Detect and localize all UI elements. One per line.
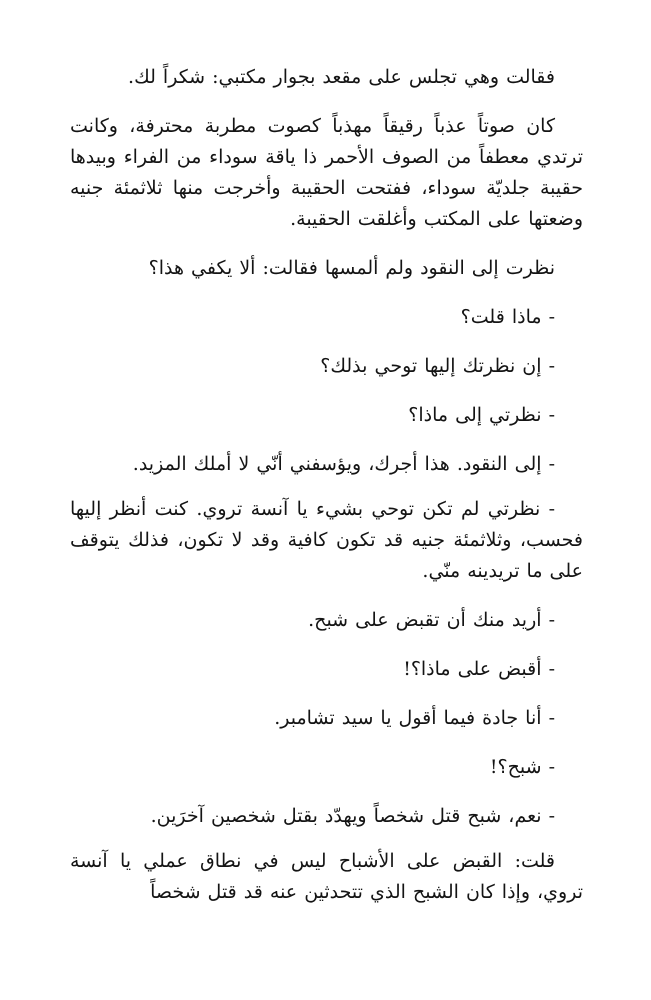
paragraph-thanks: فقالت وهي تجلس على مقعد بجوار مكتبي: شكراً لك. xyxy=(128,66,555,88)
dialogue-line: - نظرتي إلى ماذا؟ xyxy=(408,404,555,426)
dialogue-line: - نعم، شبح قتل شخصاً ويهدّد بقتل شخصين آخرَين. xyxy=(150,805,555,827)
dialogue-line: - أنا جادة فيما أقول يا سيد تشامبر. xyxy=(274,707,555,729)
dialogue-line: - إن نظرتك إليها توحي بذلك؟ xyxy=(320,355,555,377)
paragraph-description: كان صوتاً عذباً رقيقاً مهذباً كصوت مطربة محترفة، وكانت ترتدي معطفاً من الصوف الأحمر ذا ياقة سوداء من الفراء وبيدها حقيبة جلديّة سوداء، ففتحت الحقيبة وأخرجت منها ثلاثمئة جنيه وضعتها على المكتب وأغلقت الحقيبة. xyxy=(70,115,583,230)
book-page xyxy=(70,62,583,908)
dialogue-line: - شبح؟! xyxy=(489,756,555,778)
dialogue-line: - أريد منك أن تقبض على شبح. xyxy=(308,609,555,631)
dialogue-line: - أقبض على ماذا؟! xyxy=(403,658,555,680)
dialogue-line: - ماذا قلت؟ xyxy=(460,306,555,328)
dialogue-line: - نظرتي لم تكن توحي بشيء يا آنسة تروي. كنت أنظر إليها فحسب، وثلاثمئة جنيه قد تكون كافية وقد لا تكون، فذلك يتوقف على ما تريدينه منّي. xyxy=(70,498,583,582)
paragraph-ghosts: قلت: القبض على الأشباح ليس في نطاق عملي يا آنسة تروي، وإذا كان الشبح الذي تتحدثين عنه قد قتل شخصاً xyxy=(70,850,583,903)
dialogue-line: - إلى النقود. هذا أجرك، ويؤسفني أنّي لا أملك المزيد. xyxy=(132,453,555,475)
paragraph-money: نظرت إلى النقود ولم ألمسها فقالت: ألا يكفي هذا؟ xyxy=(148,257,555,279)
